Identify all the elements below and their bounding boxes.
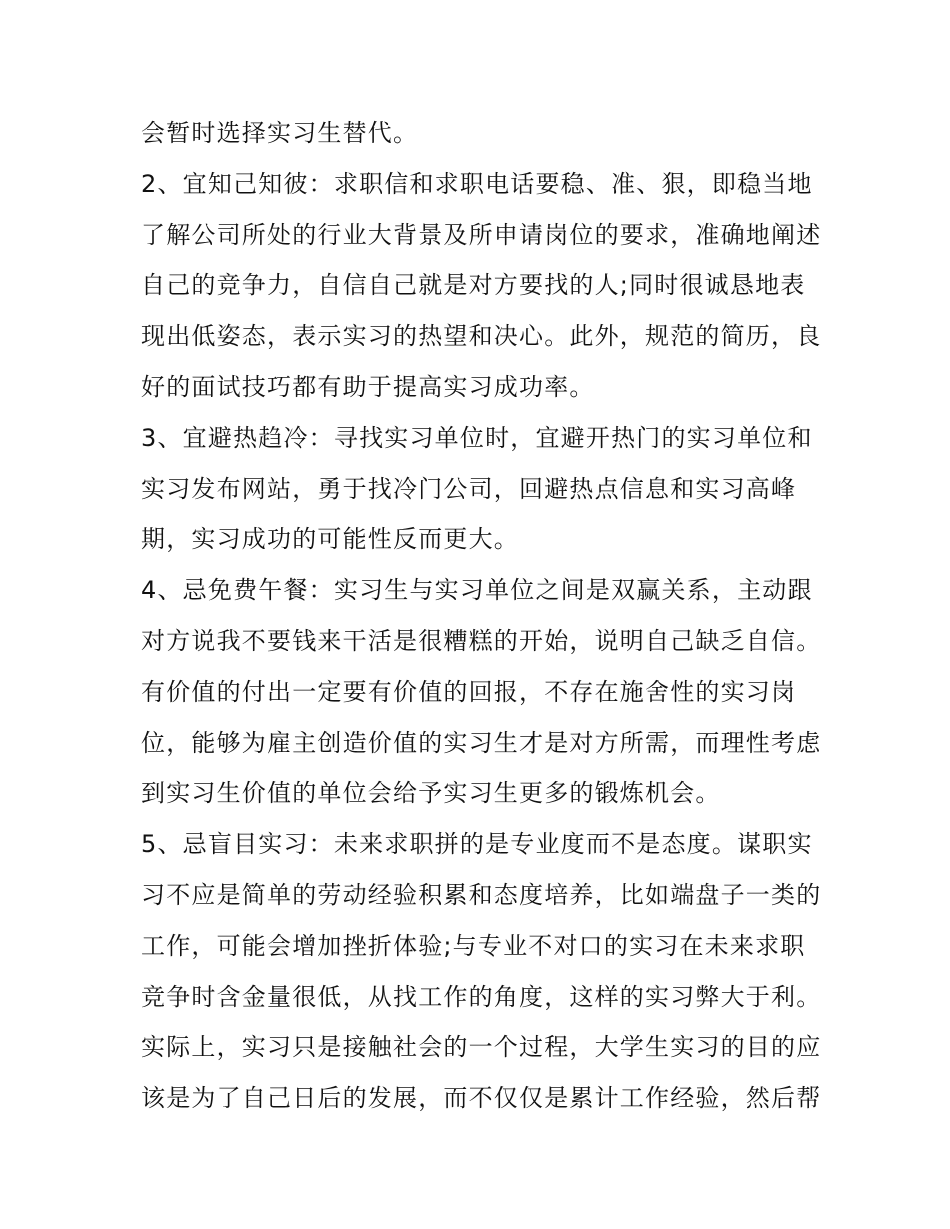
text-line: 4、忌免费午餐：实习生与实习单位之间是双赢关系，主动跟 [141,576,813,605]
text-line: 实习发布网站，勇于找冷门公司，回避热点信息和实习高峰 [141,474,797,503]
text-line: 期，实习成功的可能性反而更大。 [141,525,519,554]
text-line: 到实习生价值的单位会给予实习生更多的锻炼机会。 [141,779,721,808]
text-line: 好的面试技巧都有助于提高实习成功率。 [141,372,595,401]
text-line: 该是为了自己日后的发展，而不仅仅是累计工作经验，然后帮 [141,1084,822,1113]
text-line: 会暂时选择实习生替代。 [141,119,419,147]
text-line: 竞争时含金量很低，从找工作的角度，这样的实习弊大于利。 [141,982,822,1011]
text-line: 自己的竞争力，自信自己就是对方要找的人;同时很诚恳地表 [141,271,806,300]
text-line: 了解公司所处的行业大背景及所申请岗位的要求，准确地阐述 [141,220,822,249]
text-line: 有价值的付出一定要有价值的回报，不存在施舍性的实习岗 [141,677,797,706]
text-line: 2、宜知己知彼：求职信和求职电话要稳、准、狠，即稳当地 [141,169,813,198]
text-line: 实际上，实习只是接触社会的一个过程，大学生实习的目的应 [141,1033,822,1062]
text-line: 5、忌盲目实习：未来求职拼的是专业度而不是态度。谋职实 [141,830,813,859]
text-line: 3、宜避热趋冷：寻找实习单位时，宜避开热门的实习单位和 [141,423,813,452]
text-line: 习不应是简单的劳动经验积累和态度培养，比如端盘子一类的 [141,880,822,909]
text-line: 位，能够为雇主创造价值的实习生才是对方所需，而理性考虑 [141,728,822,757]
text-line: 工作，可能会增加挫折体验;与专业不对口的实习在未来求职 [141,931,806,960]
text-line: 现出低姿态，表示实习的热望和决心。此外，规范的简历，良 [141,322,822,351]
document-body [141,108,821,1124]
text-line: 对方说我不要钱来干活是很糟糕的开始，说明自己缺乏自信。 [141,626,822,655]
